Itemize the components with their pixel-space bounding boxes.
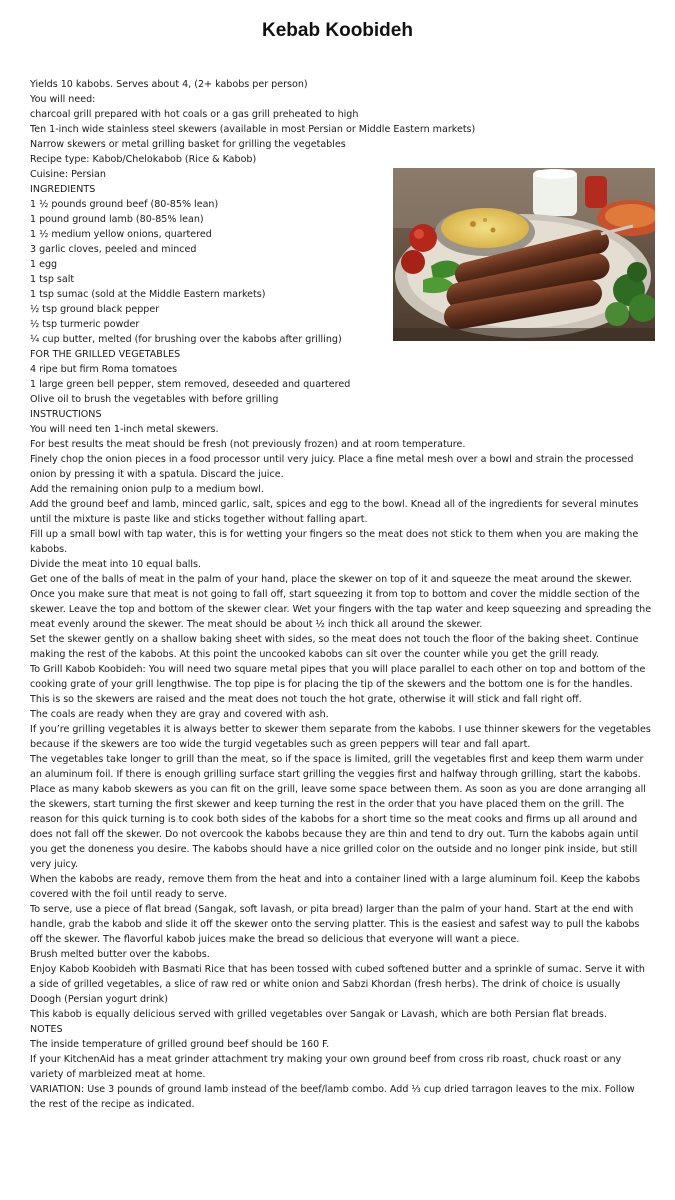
ingredient-item: 1 egg	[30, 259, 58, 270]
instruction-step: This kabob is equally delicious served with grilled vegetables over Sangak or Lavash, which are both Persian flat breads.	[30, 1009, 607, 1020]
instructions-heading: INSTRUCTIONS	[30, 409, 102, 420]
instruction-step: If you’re grilling vegetables it is always better to skewer them separate from the kabobs. I use thinner skewers for the vegetables because if the skewers are too wide the turgid vegetables such as green peppers will tear and fall apart.	[30, 724, 651, 750]
instruction-step: The coals are ready when they are gray and covered with ash.	[30, 709, 329, 720]
vegetable-item: 4 ripe but firm Roma tomatoes	[30, 364, 178, 375]
instruction-step: Add the remaining onion pulp to a medium bowl.	[30, 484, 264, 495]
equipment-item: Ten 1-inch wide stainless steel skewers (available in most Persian or Middle Eastern markets)	[30, 124, 476, 135]
instruction-step: Set the skewer gently on a shallow baking sheet with sides, so the meat does not touch the floor of the baking sheet. Continue making the rest of the kabobs. At this point the uncooked kabobs can sit over the counter while you get the grill ready.	[30, 634, 639, 660]
instruction-step: Enjoy Kabob Koobideh with Basmati Rice that has been tossed with cubed softened butter and a sprinkle of sumac. Serve it with a side of grilled vegetables, a slice of raw red or white onion and Sabzi Khordan (fresh herbs). The drink of choice is usually Doogh (Persian yogurt drink)	[30, 964, 645, 1005]
ingredient-item: 1 ½ pounds ground beef (80-85% lean)	[30, 199, 219, 210]
vegetables-heading: FOR THE GRILLED VEGETABLES	[30, 349, 181, 360]
note-item: The inside temperature of grilled ground beef should be 160 F.	[30, 1039, 330, 1050]
ingredient-item: ¼ cup butter, melted (for brushing over the kabobs after grilling)	[30, 334, 342, 345]
instruction-step: For best results the meat should be fresh (not previously frozen) and at room temperature.	[30, 439, 466, 450]
yield-line: Yields 10 kabobs. Serves about 4, (2+ kabobs per person)	[30, 79, 308, 90]
instruction-step: Add the ground beef and lamb, minced garlic, salt, spices and egg to the bowl. Knead all of the ingredients for several minutes until the mixture is paste like and sticks together without falling apart.	[30, 499, 639, 525]
instruction-step: Fill up a small bowl with tap water, this is for wetting your fingers so the meat does not stick to them when you are making the kabobs.	[30, 529, 639, 555]
ingredient-item: ½ tsp ground black pepper	[30, 304, 160, 315]
ingredient-item: 1 ½ medium yellow onions, quartered	[30, 229, 212, 240]
instruction-step: To serve, use a piece of flat bread (Sangak, soft lavash, or pita bread) larger than the palm of your hand. Start at the end with handle, grab the kabob and slide it off the skewer onto the serving platter. This is the easiest and safest way to pull the kabobs off the skewer. The flavorful kabob juices make the bread so delicious that everyone will want a piece.	[30, 904, 640, 945]
notes-heading: NOTES	[30, 1024, 63, 1035]
recipe-type: Recipe type: Kabob/Chelokabob (Rice & Kabob)	[30, 154, 257, 165]
instruction-step: Brush melted butter over the kabobs.	[30, 949, 210, 960]
ingredient-item: 1 tsp salt	[30, 274, 75, 285]
recipe-title: Kebab Koobideh	[262, 20, 413, 41]
note-item: If your KitchenAid has a meat grinder attachment try making your own ground beef from cross rib roast, chuck roast or any variety of marbleized meat at home.	[30, 1054, 622, 1080]
vegetable-item: Olive oil to brush the vegetables with before grilling	[30, 394, 279, 405]
equipment-item: Narrow skewers or metal grilling basket for grilling the vegetables	[30, 139, 346, 150]
variation-note: VARIATION: Use 3 pounds of ground lamb instead of the beef/lamb combo. Add ⅓ cup dried tarragon leaves to the mix. Follow the rest of the recipe as indicated.	[30, 1084, 635, 1110]
instruction-step: Place as many kabob skewers as you can fit on the grill, leave some space between them. As soon as you are done arranging all the skewers, start turning the first skewer and keep turning the rest in the order that you have placed them on the grill. The reason for this quick turning is to cook both sides of the kabobs for a short time so the meat cooks and firms up all around and does not fall off the skewer. Do not overcook the kabobs because they are thin and tend to dry out. Turn the kabobs again until you get the doneness you desire. The kabobs should have a nice grilled color on the outside and no longer pink inside, but still very juicy.	[30, 784, 646, 870]
instruction-step: Finely chop the onion pieces in a food processor until very juicy. Place a fine metal mesh over a bowl and strain the processed onion by pressing it with a spatula. Discard the juice.	[30, 454, 634, 480]
ingredient-item: ½ tsp turmeric powder	[30, 319, 140, 330]
equipment-heading: You will need:	[30, 94, 96, 105]
ingredients-heading: INGREDIENTS	[30, 184, 96, 195]
ingredient-item: 1 pound ground lamb (80-85% lean)	[30, 214, 204, 225]
instruction-step: You will need ten 1-inch metal skewers.	[30, 424, 219, 435]
equipment-item: charcoal grill prepared with hot coals or a gas grill preheated to high	[30, 109, 359, 120]
instruction-step: Divide the meat into 10 equal balls.	[30, 559, 202, 570]
ingredient-item: 1 tsp sumac (sold at the Middle Eastern markets)	[30, 289, 266, 300]
instruction-step: When the kabobs are ready, remove them from the heat and into a container lined with a large aluminum foil. Keep the kabobs covered with the foil until ready to serve.	[30, 874, 641, 900]
instruction-step: The vegetables take longer to grill than the meat, so if the space is limited, grill the vegetables first and keep them warm under an aluminum foil. If there is enough grilling surface start grilling the veggies first and halfway through grilling, start the kabobs.	[30, 754, 644, 780]
ingredient-item: 3 garlic cloves, peeled and minced	[30, 244, 197, 255]
instructions-block	[30, 437, 652, 1112]
instruction-step: To Grill Kabob Koobideh: You will need two square metal pipes that you will place parallel to each other on top and bottom of the cooking grate of your grill lengthwise. The top pipe is for placing the tip of the skewers and the bottom one is for the handles. This is so the skewers are raised and the meat does not touch the hot grate, otherwise it will stick and fall right off.	[30, 664, 646, 705]
kebab-photo	[393, 168, 655, 341]
vegetable-item: 1 large green bell pepper, stem removed, deseeded and quartered	[30, 379, 351, 390]
cuisine: Cuisine: Persian	[30, 169, 106, 180]
instruction-step: Get one of the balls of meat in the palm of your hand, place the skewer on top of it and squeeze the meat around the skewer. Once you make sure that meat is not going to fall off, start squeezing it from top to bottom and cover the middle section of the skewer. Leave the top and bottom of the skewer clear. Wet your fingers with the tap water and keep squeezing and spreading the meat evenly around the skewer. The meat should be about ½ inch thick all around the skewer.	[30, 574, 652, 630]
